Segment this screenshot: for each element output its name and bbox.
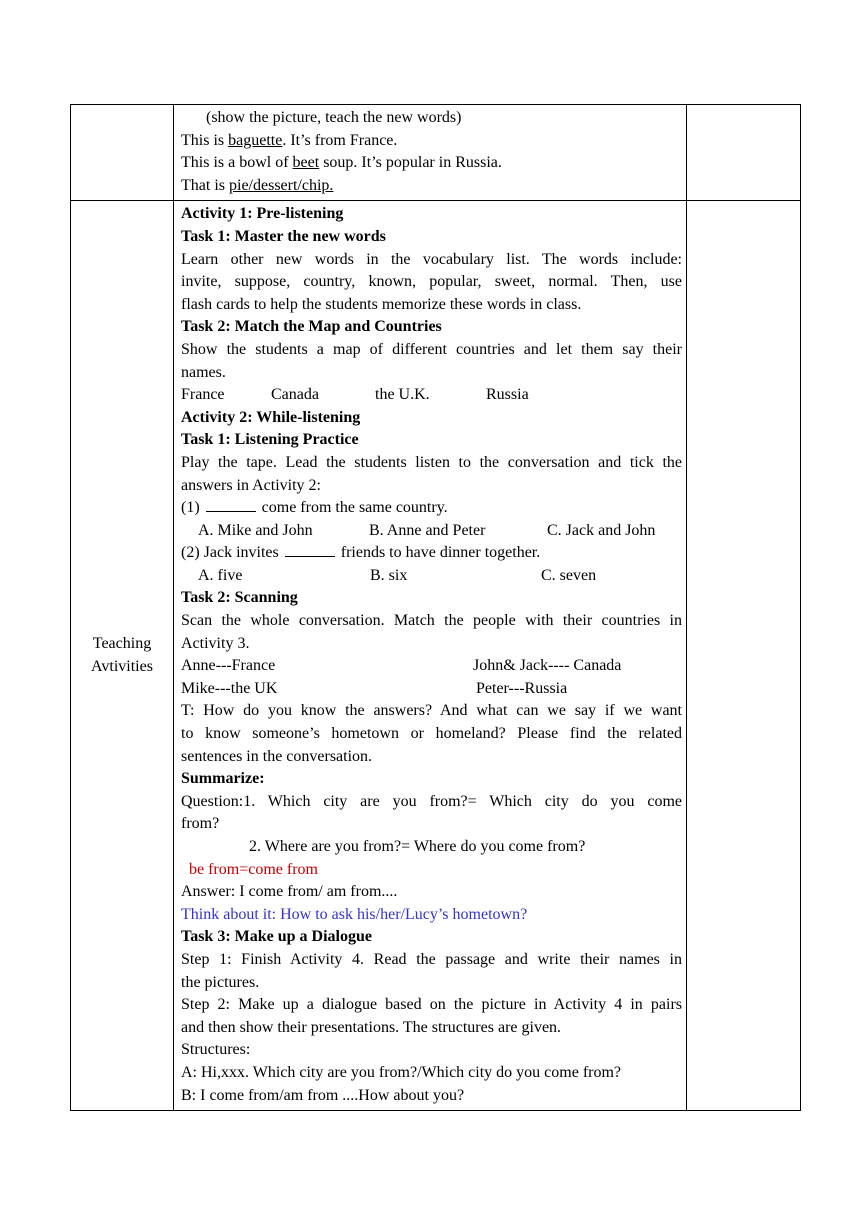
text-line: flash cards to help the students memorize these words in class. [181, 295, 582, 313]
notes-cell [687, 201, 801, 1111]
country-item: France [181, 386, 225, 404]
lesson-plan-table [70, 104, 801, 1111]
text-line: Play the tape. Lead the students listen to the conversation and tick the [181, 453, 682, 471]
table-row [71, 105, 801, 201]
text-line: B: I come from/am from ....How about you? [181, 1086, 465, 1104]
option: C. seven [541, 566, 597, 584]
row-label-cell [71, 105, 174, 201]
text-line: names. [181, 363, 226, 381]
option: B. six [370, 566, 408, 584]
question-line: (1) come from the same country. [181, 499, 448, 517]
answer-blank [206, 497, 256, 512]
row-label: Avtivities [91, 657, 153, 675]
text-line: This is baguette. It’s from France. [181, 131, 398, 149]
content-cell [174, 201, 687, 1111]
vocab-word: baguette [228, 131, 283, 149]
text-line: Learn other new words in the vocabulary list. The words include: [181, 250, 682, 268]
country-item: the U.K. [375, 386, 430, 404]
text-line: invite, suppose, country, known, popular, sweet, normal. Then, use [181, 273, 682, 291]
task-heading: Task 3: Make up a Dialogue [181, 928, 372, 946]
row-label: Teaching [92, 635, 152, 653]
text-line: Show the students a map of different countries and let them say their [181, 340, 682, 358]
text-line: Answer: I come from/ am from.... [181, 883, 398, 901]
text-line: Step 2: Make up a dialogue based on the picture in Activity 4 in pairs [181, 996, 682, 1014]
text-line: Activity 3. [181, 634, 250, 652]
task-heading: Task 1: Listening Practice [181, 431, 359, 449]
text-line: Question:1. Which city are you from?= Which city do you come [181, 792, 682, 810]
activity-heading: Activity 2: While-listening [181, 408, 361, 426]
option: B. Anne and Peter [369, 521, 486, 539]
option: A. five [198, 566, 243, 584]
vocab-word: beet [292, 154, 320, 172]
text-line: That is pie/dessert/chip. [181, 176, 334, 194]
text-line: (show the picture, teach the new words) [206, 109, 462, 126]
red-note: be from=come from [189, 860, 318, 878]
answer-blank [285, 542, 335, 557]
match-line: Mike---the UK Peter---Russia [181, 679, 568, 697]
text-line: Scan the whole conversation. Match the people with their countries in [181, 612, 682, 630]
activity-heading: Activity 1: Pre-listening [181, 205, 344, 223]
text-line: Step 1: Finish Activity 4. Read the passage and write their names in [181, 950, 682, 968]
row-label-cell [71, 201, 174, 1111]
task-heading: Task 2: Match the Map and Countries [181, 318, 442, 336]
table-row [71, 201, 801, 1111]
text-line: from? [181, 815, 220, 833]
text-line: T: How do you know the answers? And what can we say if we want [181, 702, 682, 720]
vocab-word: pie/dessert/chip. [229, 176, 334, 194]
text-line: the pictures. [181, 973, 260, 991]
question-line: (2) Jack invites friends to have dinner together. [181, 544, 541, 562]
text-line: to know someone’s hometown or homeland? Please find the related [181, 725, 682, 743]
summary-heading: Summarize: [181, 770, 265, 788]
country-item: Canada [271, 386, 319, 404]
text-line: answers in Activity 2: [181, 476, 321, 494]
task-heading: Task 1: Master the new words [181, 227, 386, 245]
option: A. Mike and John [198, 521, 313, 539]
country-item: Russia [486, 386, 529, 404]
country-list [181, 384, 682, 407]
option-line [181, 565, 682, 588]
notes-cell [687, 105, 801, 201]
text-line: 2. Where are you from?= Where do you come from? [249, 838, 586, 855]
text-line: and then show their presentations. The structures are given. [181, 1018, 562, 1036]
content-cell [174, 105, 687, 201]
match-line: Anne---France John& Jack---- Canada [181, 657, 622, 675]
text-line: Structures: [181, 1041, 251, 1059]
text-line: sentences in the conversation. [181, 747, 373, 765]
option-line [181, 520, 682, 543]
text-line: A: Hi,xxx. Which city are you from?/Which city do you come from? [181, 1063, 622, 1081]
blue-note: Think about it: How to ask his/her/Lucy’s hometown? [181, 905, 528, 923]
task-heading: Task 2: Scanning [181, 589, 298, 607]
text-line: This is a bowl of beet soup. It’s popular in Russia. [181, 154, 502, 172]
option: C. Jack and John [547, 521, 656, 539]
